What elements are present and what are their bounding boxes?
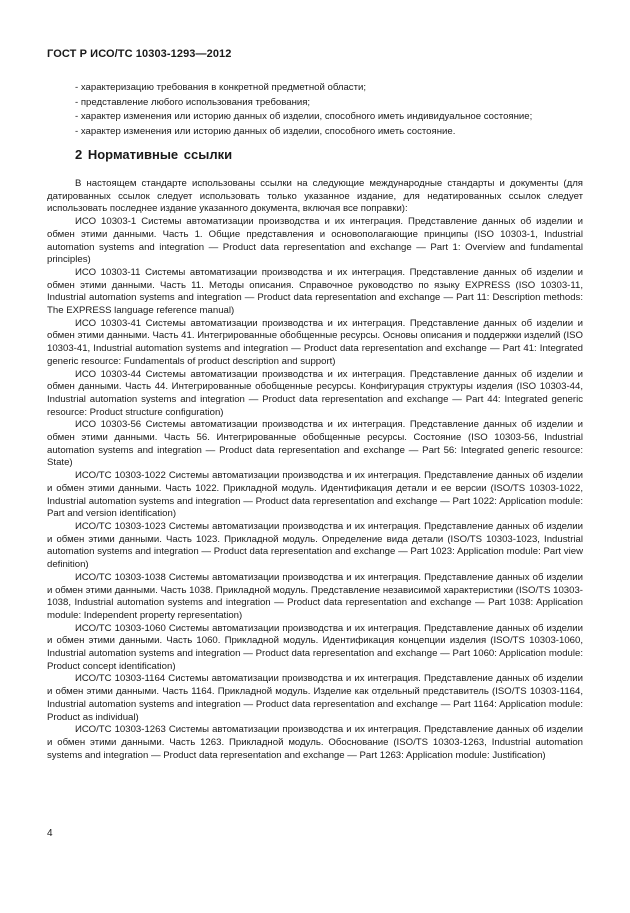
bullet-list — [75, 81, 590, 139]
reference-iso-10303-44: ИСО 10303-44 Системы автоматизации производства и их интеграция. Представление данных об изделии и обмен данными. Часть 44. Интегрированные обобщенные ресурсы. Конфигурация структуры изделия (ISO 10303-44, Industrial automation systems and integration — Product data representation and exchange — Part 44: Integrated generic resource: Product structure configuration) — [47, 368, 583, 418]
reference-iso-ts-10303-1022: ИСО/ТС 10303-1022 Системы автоматизации производства и их интеграция. Представление данных об изделии и обмен этими данными. Часть 1022. Прикладной модуль. Идентификация детали и ее версии (ISO/TS 10303-1022, Industrial automation systems and integration — Product data representation and exchange — Part 1022: Application module: Part and version identification) — [47, 470, 583, 520]
reference-iso-10303-11: ИСО 10303-11 Системы автоматизации производства и их интеграция. Представление данных об изделии и обмен этими данными. Часть 11. Методы описания. Справочное руководство по языку EXPRESS (ISO 10303-11, Industrial automation systems and integration — Product data representation and exchange — Part 11: Description methods: The EXPRESS language reference manual) — [47, 266, 583, 317]
bullet-item: - представление любого использования требования; — [75, 96, 311, 108]
bullet-item: - характер изменения или историю данных об изделии, способного иметь индивидуальное состояние; — [75, 111, 533, 122]
reference-iso-ts-10303-1038: ИСО/ТС 10303-1038 Системы автоматизации производства и их интеграция. Представление данных об изделии и обмен этими данными. Часть 1038. Прикладной модуль. Представление независимой характеристики (ISO/TS 10303-1038, Industrial automation systems and integration — Product data representation and exchange — Part 1038: Application module: Independent property representation) — [47, 571, 583, 621]
reference-iso-ts-10303-1263: ИСО/ТС 10303-1263 Системы автоматизации производства и их интеграция. Представление данных об изделии и обмен этими данными. Часть 1263. Прикладной модуль. Обоснование (ISO/TS 10303-1263, Industrial automation systems and integration — Product data representation and exchange — Part 1263: Application module: Justification) — [47, 724, 583, 761]
bullet-item: - характеризацию требования в конкретной предметной области; — [75, 82, 367, 93]
reference-iso-ts-10303-1164: ИСО/ТС 10303-1164 Системы автоматизации производства и их интеграция. Представление данных об изделии и обмен этими данными. Часть 1164. Прикладной модуль. Изделие как отдельный представитель (ISO/TS 10303-1164, Industrial automation systems and integration — Product data representation and exchange — Part 1164: Application module: Product as individual) — [47, 673, 583, 723]
intro-paragraph: В настоящем стандарте использованы ссылки на следующие международные стандарты и документы (для датированных ссылок следует использовать только указанное издание, для недатированных ссылок следует использовать последнее издание указанного документа, включая все поправки): — [47, 178, 583, 215]
bullet-item: - характер изменения или историю данных об изделии, способного иметь состояние. — [75, 125, 456, 137]
reference-iso-10303-56: ИСО 10303-56 Системы автоматизации производства и их интеграция. Представление данных об изделии и обмен этими данными. Часть 56. Интегрированные обобщенные ресурсы. Состояние (ISO 10303-56, Industrial automation systems and integration — Product data representation and exchange — Part 56: Integrated generic resource: State) — [47, 419, 583, 469]
page-number: 4 — [47, 828, 53, 839]
reference-iso-10303-1: ИСО 10303-1 Системы автоматизации производства и их интеграция. Представление данных об изделии и обмен этими данными. Часть 1. Общие представления и основополагающие принципы (ISO 10303-1, Industrial automation systems and integration — Product data representation and exchange — Part 1: Overview and fundamental principles) — [47, 216, 583, 266]
reference-iso-ts-10303-1023: ИСО/ТС 10303-1023 Системы автоматизации производства и их интеграция. Представление данных об изделии и обмен этими данными. Часть 1023. Прикладной модуль. Определение вида детали (ISO/TS 10303-1023, Industrial automation systems and integration — Product data representation and exchange — Part 1023: Application module: Part view definition) — [47, 520, 583, 571]
running-header: ГОСТ Р ИСО/ТС 10303-1293—2012 — [47, 48, 232, 60]
references-body — [47, 178, 583, 762]
section-heading: 2 Нормативные ссылки — [75, 147, 233, 162]
reference-iso-10303-41: ИСО 10303-41 Системы автоматизации производства и их интеграция. Представление данных об изделии и обмен этими данными. Часть 41. Интегрированные обобщенные ресурсы. Основы описания и поддержки изделий (ISO 10303-41, Industrial automation systems and integration — Product data representation and exchange — Part 41: Integrated generic resource: Fundamentals of product description and support) — [47, 317, 583, 367]
reference-iso-ts-10303-1060: ИСО/ТС 10303-1060 Системы автоматизации производства и их интеграция. Представление данных об изделии и обмен этими данными. Часть 1060. Прикладной модуль. Идентификация концепции изделия (ISO/TS 10303-1060, Industrial automation systems and integration — Product data representation and exchange — Part 1060: Application module: Product concept identification) — [47, 622, 583, 672]
